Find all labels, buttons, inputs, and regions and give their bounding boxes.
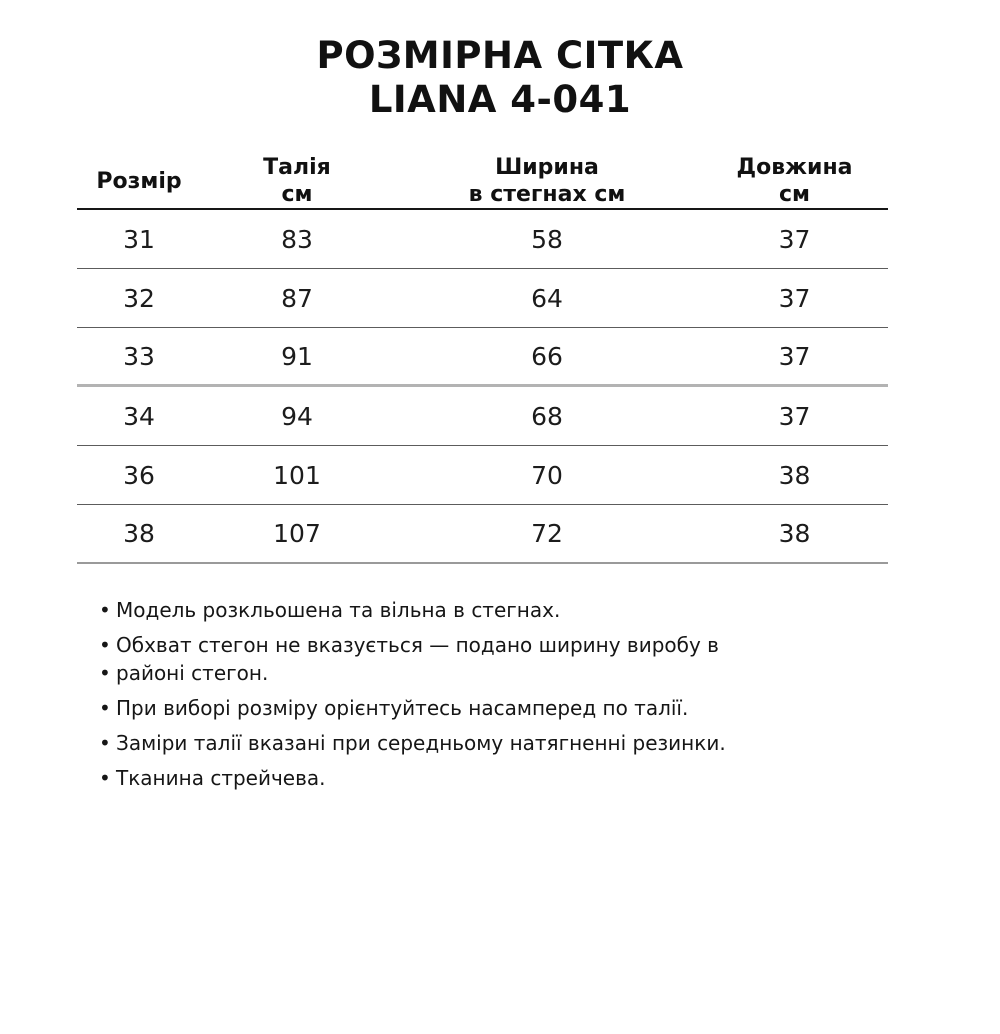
size-table-body [77, 210, 888, 564]
note-item-4 [99, 694, 940, 722]
column-header-line2: в стегнах см [468, 182, 626, 207]
note-text: районі стегон. [116, 661, 269, 685]
note-item-1 [99, 596, 940, 624]
size-table [77, 154, 888, 564]
column-header-line2: см [778, 182, 811, 207]
table-row-size-33 [77, 328, 888, 387]
table-cell: 37 [778, 341, 811, 371]
table-cell: 38 [778, 460, 811, 490]
note-item-5 [99, 729, 940, 757]
bullet-icon: • [99, 731, 111, 755]
table-cell: 38 [778, 519, 811, 548]
table-cell: 83 [281, 224, 313, 254]
bullet-icon: • [99, 766, 111, 790]
page-title-line1: РОЗМІРНА СІТКА [316, 34, 684, 77]
bullet-icon: • [99, 598, 111, 622]
note-item-3 [99, 659, 940, 687]
table-cell: 91 [281, 341, 313, 371]
table-cell: 31 [123, 224, 155, 254]
table-cell: 33 [123, 341, 155, 371]
table-cell: 37 [778, 224, 811, 254]
note-item-2 [99, 631, 940, 659]
table-row-size-36 [77, 446, 888, 505]
table-cell: 64 [531, 283, 563, 313]
table-cell: 58 [531, 224, 563, 254]
table-cell: 68 [531, 401, 563, 431]
table-cell: 36 [123, 460, 155, 490]
column-header-line1: Талія [263, 155, 331, 180]
table-cell: 34 [123, 401, 155, 431]
table-cell: 32 [123, 283, 155, 313]
column-header-3 [393, 154, 701, 208]
table-cell: 37 [778, 401, 811, 431]
size-table-header-row [77, 154, 888, 210]
column-header-line2: см [281, 182, 313, 207]
table-cell: 66 [531, 341, 563, 371]
note-item-6 [99, 764, 940, 792]
bullet-icon: • [99, 696, 111, 720]
table-cell: 101 [273, 460, 321, 490]
note-text: При виборі розміру орієнтуйтесь насамперед по талії. [116, 696, 689, 720]
notes-list [99, 596, 940, 792]
note-text: Заміри талії вказані при середньому натягненні резинки. [116, 731, 726, 755]
table-cell: 38 [123, 519, 155, 548]
note-text: Модель розкльошена та вільна в стегнах. [116, 598, 561, 622]
table-cell: 87 [281, 283, 313, 313]
table-cell: 107 [273, 519, 321, 548]
page-title [0, 34, 1000, 122]
column-header-1 [77, 154, 201, 208]
column-header-line1: Розмір [96, 168, 182, 194]
table-row-size-34 [77, 387, 888, 446]
table-row-size-32 [77, 269, 888, 328]
table-cell: 70 [531, 460, 563, 490]
table-cell: 72 [531, 519, 563, 548]
table-cell: 37 [778, 283, 811, 313]
column-header-4 [701, 154, 888, 208]
bullet-icon: • [99, 661, 111, 685]
column-header-line1: Ширина [495, 155, 599, 180]
column-header-2 [201, 154, 393, 208]
table-row-size-38 [77, 505, 888, 564]
note-text: Тканина стрейчева. [116, 766, 326, 790]
page-title-line2: LIANA 4-041 [368, 78, 632, 121]
column-header-line1: Довжина [736, 155, 853, 180]
note-text: Обхват стегон не вказується — подано ширину виробу в [116, 633, 719, 657]
bullet-icon: • [99, 633, 111, 657]
size-chart-page [0, 34, 1000, 1034]
table-row-size-31 [77, 210, 888, 269]
table-cell: 94 [281, 401, 313, 431]
